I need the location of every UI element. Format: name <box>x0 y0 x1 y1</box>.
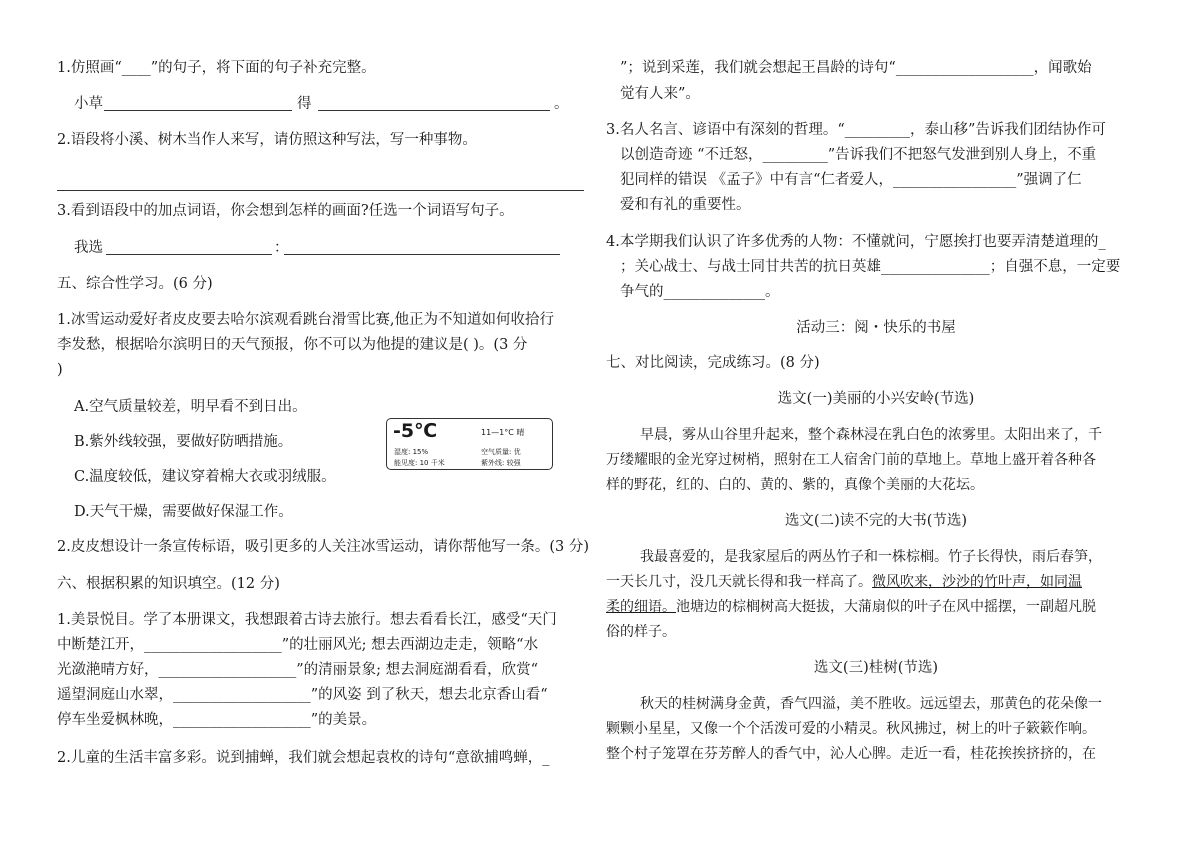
passage-3-line-1: 秋天的桂树满身金黄，香气四溢，美不胜收。远远望去，那黄色的花朵像一 <box>640 696 1102 712</box>
s6-q1-line-2: 中断楚江开，___________________”的壮丽风光; 想去西湖边走走，领略“水 <box>57 637 539 653</box>
r-question-3-line-1: 3.名人名言、谚语中有深刻的哲理。“_________，泰山移”告诉我们团结协作可 <box>606 122 1106 138</box>
q3-answer-line-b[interactable] <box>284 254 560 255</box>
passage-2-line-2 <box>606 572 1082 592</box>
question-2: 2.语段将小溪、树木当作人来写，请仿照这种写法，写一种事物。 <box>57 132 477 148</box>
weather-air-quality: 空气质量: 优 <box>481 448 521 456</box>
q3-label-a: 我选 <box>74 240 103 256</box>
s5-q1-line-1: 1.冰雪运动爱好者皮皮要去哈尔滨观看跳台滑雪比赛,他正为不知道如何收拾行 <box>57 312 554 328</box>
weather-humidity: 湿度: 15% <box>394 448 429 456</box>
question-1: 1.仿照画“____”的句子，将下面的句子补充完整。 <box>57 60 376 76</box>
q3-colon: ： <box>274 240 289 256</box>
passage-2-underlined-sentence: 微风吹来，沙沙的竹叶声，如同温 <box>872 574 1082 590</box>
s5-question-2: 2.皮皮想设计一条宣传标语，吸引更多的人关注冰雪运动，请你帮他写一条。(3 分) <box>57 539 589 555</box>
activity-3-title: 活动三：阅・快乐的书屋 <box>796 320 956 336</box>
passage-2-title: 选文(二)读不完的大书(节选) <box>784 513 968 529</box>
passage-3-line-3: 整个村子笼罩在芬芳醉人的香气中，沁人心脾。走近一看，桂花挨挨挤挤的，在 <box>606 746 1096 762</box>
passage-3-title: 选文(三)桂树(节选) <box>813 660 939 676</box>
q1-period: 。 <box>554 96 569 112</box>
option-d[interactable]: D.天气干燥，需要做好保湿工作。 <box>74 504 293 520</box>
r-question-3-line-2: 以创造奇迹 “不迁怒，_________”告诉我们不把怒气发泄到别人身上，不重 <box>620 147 1097 163</box>
r-question-4-line-1: 4.本学期我们认识了许多优秀的人物：不懂就问，宁愿挨打也要弄清楚道理的_ <box>606 234 1106 250</box>
s6-q1-line-4: 遥望洞庭山水翠，___________________”的风姿 到了秋天，想去北京香山看“ <box>57 687 548 703</box>
option-b[interactable]: B.紫外线较强，要做好防晒措施。 <box>74 434 293 450</box>
weather-forecast-card <box>386 418 553 470</box>
weather-visibility: 能见度: 10 千米 <box>394 459 445 467</box>
passage-2-line-4: 俗的样子。 <box>606 624 676 640</box>
q2-answer-line[interactable] <box>57 190 584 191</box>
q1-answer-line-b[interactable] <box>318 110 550 111</box>
section-7-heading: 七、对比阅读，完成练习。(8 分) <box>606 355 820 371</box>
question-3: 3.看到语段中的加点词语，你会想到怎样的画面?任选一个词语写句子。 <box>57 203 514 219</box>
r-question-3-line-3: 犯同样的错误 《孟子》中有言“仁者爱人，_________________”强调了仁 <box>620 172 1082 188</box>
s5-q1-line-3: ) <box>57 362 63 378</box>
section-5-heading: 五、综合性学习。(6 分) <box>57 276 213 292</box>
passage-2-underlined-end: 柔的细语。 <box>606 599 676 615</box>
s6-q1-line-1: 1.美景悦目。学了本册课文，我想跟着古诗去旅行。想去看看长江，感受“天门 <box>57 612 557 628</box>
q1-answer-line-a[interactable] <box>104 110 292 111</box>
q1-label-a: 小草 <box>74 96 103 112</box>
passage-3-line-2: 颗颗小星星，又像一个个活泼可爱的小精灵。秋风拂过，树上的叶子簌簌作响。 <box>606 721 1096 737</box>
option-c[interactable]: C.温度较低，建议穿着棉大衣或羽绒服。 <box>74 469 336 485</box>
weather-range: 11—1°C 晴 <box>481 428 525 437</box>
s6-q1-line-5: 停车坐爱枫林晚，___________________”的美景。 <box>57 712 377 728</box>
r-question-4-line-3: 争气的______________。 <box>620 284 780 300</box>
option-a[interactable]: A.空气质量较差，明早看不到日出。 <box>74 399 307 415</box>
s5-q1-line-2: 李发愁，根据哈尔滨明日的天气预报，你不可以为他提的建议是( )。(3 分 <box>57 337 528 353</box>
passage-2-line-3-plain: 池塘边的棕榈树高大挺拔，大蒲扇似的叶子在风中摇摆，一副超凡脱 <box>676 599 1096 615</box>
passage-1-line-1: 早晨，雾从山谷里升起来，整个森林浸在乳白色的浓雾里。太阳出来了，千 <box>640 427 1102 443</box>
s6-q2-line-1: 2.儿童的生活丰富多彩。说到捕蝉，我们就会想起袁枚的诗句“意欲捕鸣蝉，_ <box>57 750 550 766</box>
q3-answer-line-a[interactable] <box>106 254 272 255</box>
passage-2-line-2-plain: 一天长几寸，没几天就长得和我一样高了。 <box>606 574 872 590</box>
weather-uv: 紫外线: 较强 <box>481 459 521 467</box>
s6-q1-line-3: 光潋滟晴方好，___________________”的清丽景象; 想去洞庭湖看看，欣赏“ <box>57 662 539 678</box>
section-6-heading: 六、根据积累的知识填空。(12 分) <box>57 576 280 592</box>
r-line-1: ”；说到采莲，我们就会想起王昌龄的诗句“___________________，闻歌始 <box>620 60 1092 76</box>
passage-2-line-3 <box>606 597 1096 617</box>
r-question-3-line-4: 爱和有礼的重要性。 <box>620 197 751 213</box>
r-line-2: 觉有人来”。 <box>620 86 700 102</box>
r-question-4-line-2: ；关心战士、与战士同甘共苦的抗日英雄_______________；自强不息，一定要 <box>620 259 1121 275</box>
passage-1-line-3: 样的野花，红的、白的、黄的、紫的，真像个美丽的大花坛。 <box>606 477 984 493</box>
q1-label-b: 得 <box>297 96 312 112</box>
weather-temperature: -5℃ <box>393 420 438 442</box>
passage-1-line-2: 万缕耀眼的金光穿过树梢，照射在工人宿舍门前的草地上。草地上盛开着各种各 <box>606 452 1096 468</box>
passage-2-line-1: 我最喜爱的，是我家屋后的两丛竹子和一株棕榈。竹子长得快，雨后春笋， <box>640 549 1102 565</box>
passage-1-title: 选文(一)美丽的小兴安岭(节选) <box>777 391 975 407</box>
